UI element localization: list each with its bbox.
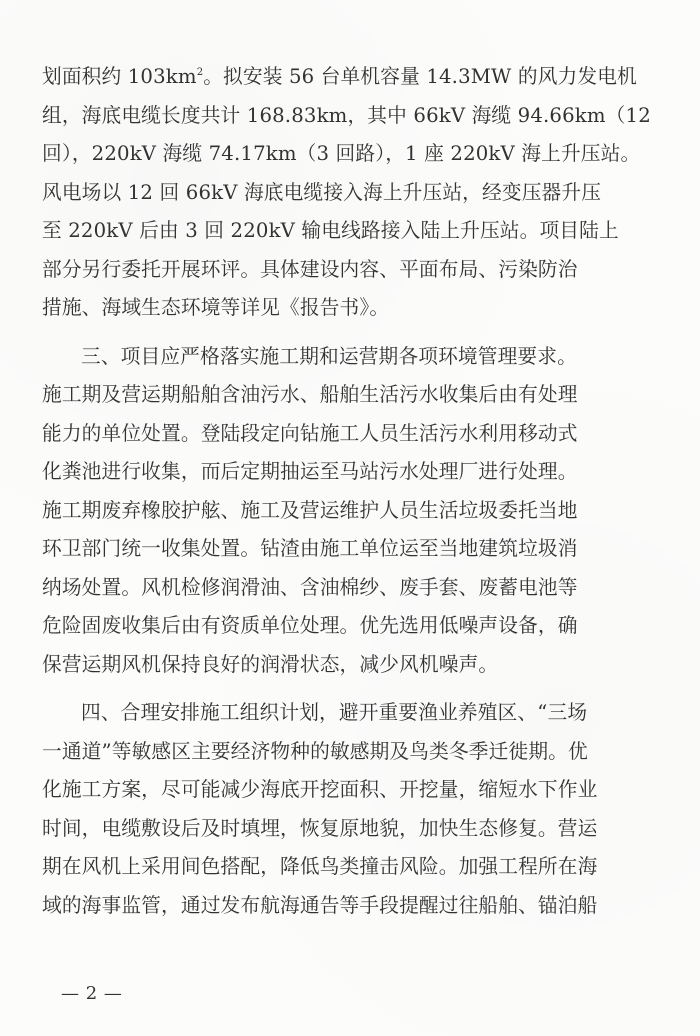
line-1-part-1: 划面积约 103km — [42, 65, 197, 88]
document-line-14: 纳场处置。风机检修润滑油、含油棉纱、废手套、废蓄电池等 — [42, 575, 578, 599]
document-line-3: 回），220kV 海缆 74.17km（3 回路），1 座 220kV 海上升压站。 — [42, 142, 641, 165]
line-1-part-2: 。拟安装 56 台单机容量 14.3MW 的风力发电机 — [203, 65, 637, 88]
page-number: — 2 — — [61, 983, 123, 1004]
document-line-18: 一通道”等敏感区主要经济物种的敏感期及鸟类冬季迁徙期。优 — [42, 739, 588, 763]
document-line-19: 化施工方案，尽可能减少海底开挖面积、开挖量，缩短水下作业 — [42, 778, 598, 801]
document-line-6: 部分另行委托开展环评。具体建设内容、平面布局、污染防治 — [42, 257, 578, 281]
document-line-20: 时间，电缆敷设后及时填埋，恢复原地貌，加快生态修复。营运 — [42, 816, 598, 840]
document-line-9: 施工期及营运期船舶含油污水、船舶生活污水收集后由有处理 — [42, 383, 578, 406]
document-line-10: 能力的单位处置。登陆段定向钻施工人员生活污水利用移动式 — [42, 421, 578, 445]
area-superscript: 2 — [196, 67, 204, 78]
document-line-12: 施工期废弃橡胶护舷、施工及营运维护人员生活垃圾委托当地 — [42, 498, 578, 522]
document-line-1 — [42, 58, 670, 97]
document-line-16: 保营运期风机保持良好的润滑状态，减少风机噪声。 — [42, 652, 499, 676]
section-three-heading-line: 三、项目应严格落实施工期和运营期各项环境管理要求。 — [81, 344, 577, 368]
document-line-5: 至 220kV 后由 3 回 220kV 输电线路接入陆上升压站。项目陆上 — [42, 219, 619, 242]
document-line-21: 期在风机上采用间色搭配，降低鸟类撞击风险。加强工程所在海 — [42, 855, 598, 878]
document-line-4: 风电场以 12 回 66kV 海底电缆接入海上升压站，经变压器升压 — [42, 180, 602, 204]
document-line-7: 措施、海域生态环境等详见《报告书》。 — [42, 296, 390, 319]
document-line-2: 组，海底电缆长度共计 168.83km，其中 66kV 海缆 94.66km（12 — [42, 103, 651, 127]
document-line-13: 环卫部门统一收集处置。钻渣由施工单位运至当地建筑垃圾消 — [42, 537, 578, 560]
section-four-heading-line: 四、合理安排施工组织计划，避开重要渔业养殖区、“三场 — [81, 701, 588, 724]
document-body — [42, 58, 670, 925]
document-line-11: 化粪池进行收集，而后定期抽运至马站污水处理厂进行处理。 — [42, 460, 578, 483]
document-line-15: 危险固废收集后由有资质单位处理。优先选用低噪声设备，确 — [42, 614, 578, 637]
document-line-22: 域的海事监管，通过发布航海通告等手段提醒过往船舶、锚泊船 — [42, 893, 598, 917]
